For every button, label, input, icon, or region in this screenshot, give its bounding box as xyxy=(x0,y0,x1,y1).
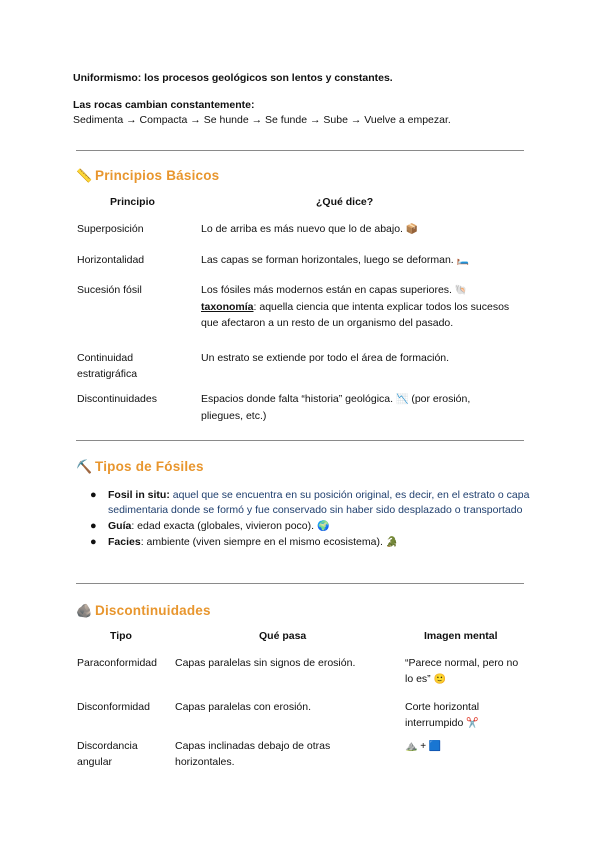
col-tipo: Tipo xyxy=(110,630,132,642)
principio-desc: Lo de arriba es más nuevo que lo de abajo. 📦 xyxy=(201,223,419,235)
ruler-icon: 📏 xyxy=(76,168,93,183)
taxonomia-term: taxonomía xyxy=(201,301,254,313)
shell-icon: 🐚 xyxy=(454,285,468,296)
principio-name: Continuidad estratigráfica xyxy=(77,352,138,380)
disc-pasa: Capas paralelas sin signos de erosión. xyxy=(175,657,356,669)
scissors-icon: ✂️ xyxy=(466,718,479,729)
crocodile-icon: 🐊 xyxy=(385,537,399,548)
principio-desc: Un estrato se extiende por todo el área de formación. xyxy=(201,352,450,364)
disc-pasa: Capas inclinadas debajo de otras horizontales. xyxy=(175,740,331,768)
disc-tipo: Paraconformidad xyxy=(77,657,157,669)
col-que-dice: ¿Qué dice? xyxy=(316,196,374,208)
principio-name: Superposición xyxy=(77,223,144,235)
rock-icon: 🪨 xyxy=(76,603,93,618)
fosil-term: Facies xyxy=(108,536,141,548)
list-item: ● Fosil in situ: aquel que se encuentra en su posición original, es decir, en el estrato o capa sedimentaria donde se formó y fue conservado sin haber sido desplazado o transportado xyxy=(90,489,530,516)
fosiles-list xyxy=(76,488,536,551)
disc-imagen: Corte horizontal interrumpido ✂️ xyxy=(405,701,480,729)
fosil-term: Fosil in situ: xyxy=(108,489,170,501)
principio-name: Sucesión fósil xyxy=(77,284,142,296)
principios-heading: 📏 Principios Básicos xyxy=(76,168,220,183)
principio-desc: Las capas se forman horizontales, luego se deforman. 🛏️ xyxy=(201,254,470,266)
divider xyxy=(76,150,524,151)
principio-name: Discontinuidades xyxy=(77,393,157,405)
principio-desc: Espacios donde falta “historia” geológica. 📉 (por erosión, pliegues, etc.) xyxy=(201,393,471,422)
fosil-desc: : ambiente (viven siempre en el mismo ecosistema). xyxy=(140,536,383,548)
chart-down-icon: 📉 xyxy=(395,394,409,405)
box-icon: 📦 xyxy=(405,224,419,235)
fosiles-heading: ⛏️ Tipos de Fósiles xyxy=(76,459,204,474)
principio-desc: Los fósiles más modernos están en capas superiores. 🐚 taxonomía: aquella ciencia que intenta explicar todos los sucesos que afectaron a un resto de un organismo del pasado. xyxy=(201,284,510,329)
fosil-desc: : edad exacta (globales, vivieron poco). xyxy=(131,520,315,532)
disc-pasa: Capas paralelas con erosión. xyxy=(175,701,311,713)
mountain-plus-block-icon: ⛰️ + 🟦 xyxy=(405,741,442,752)
list-item: ● Guía: edad exacta (globales, vivieron poco). 🌍 xyxy=(90,520,330,532)
col-imagen-mental: Imagen mental xyxy=(424,630,498,642)
principio-name: Horizontalidad xyxy=(77,254,145,266)
fosil-term: Guía xyxy=(108,520,132,532)
globe-icon: 🌍 xyxy=(316,521,330,532)
divider xyxy=(76,440,524,441)
disc-imagen: “Parece normal, pero no lo es” 🙂 xyxy=(405,657,519,685)
uniformismo-statement: Uniformismo: los procesos geológicos son lentos y constantes. xyxy=(73,72,393,84)
col-principio: Principio xyxy=(110,196,155,208)
bed-icon: 🛏️ xyxy=(456,255,470,266)
disc-imagen xyxy=(405,738,515,755)
disc-tipo: Disconformidad xyxy=(77,701,150,713)
rocas-title: Las rocas cambian constantemente: xyxy=(73,99,255,111)
col-que-pasa: Qué pasa xyxy=(259,630,307,642)
list-item: ● Facies: ambiente (viven siempre en el mismo ecosistema). 🐊 xyxy=(90,536,399,548)
rocas-cycle: Sedimenta → Compacta → Se hunde → Se funde → Sube → Vuelve a empezar. xyxy=(73,114,451,126)
fosil-desc: aquel que se encuentra en su posición original, es decir, en el estrato o capa sedimentaria donde se formó y fue conservado sin haber sido desplazado o transportado xyxy=(108,489,530,516)
divider xyxy=(76,583,524,584)
smile-icon: 🙂 xyxy=(433,674,447,685)
discontinuidades-heading: 🪨 Discontinuidades xyxy=(76,603,211,618)
disc-tipo: Discordancia angular xyxy=(77,740,138,768)
pick-icon: ⛏️ xyxy=(76,459,93,474)
